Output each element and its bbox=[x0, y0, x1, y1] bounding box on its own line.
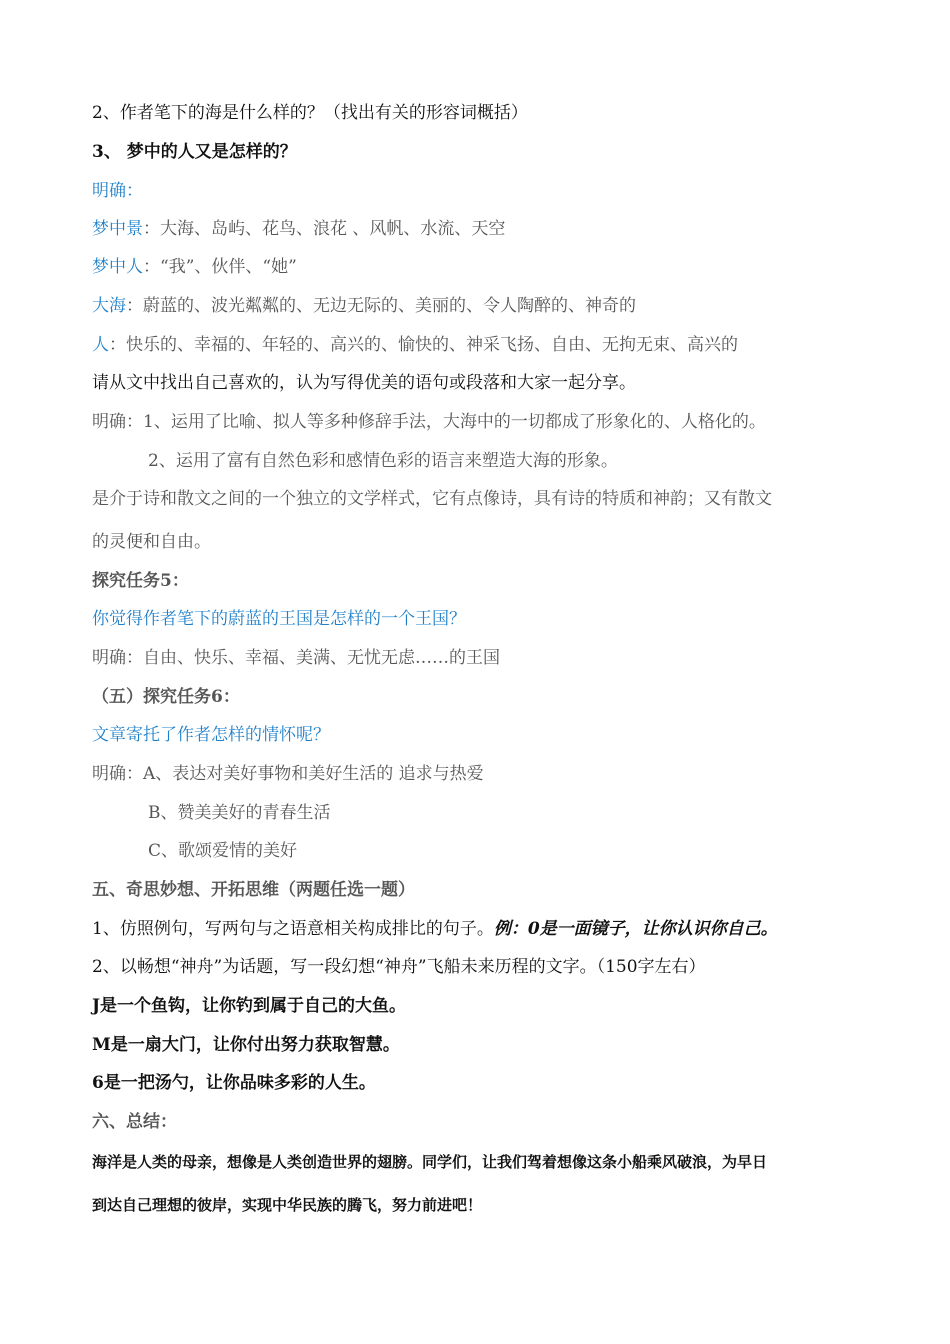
answer-j: J是一个鱼钩，让你钓到属于自己的大鱼。 bbox=[92, 996, 407, 1016]
dream-people-line bbox=[92, 255, 297, 279]
task-5-answer: 明确：自由、快乐、幸福、美满、无忧无虑……的王国 bbox=[92, 648, 500, 668]
task-6-heading: （五）探究任务6： bbox=[92, 687, 240, 707]
task-5-heading: 探究任务5： bbox=[92, 571, 189, 591]
answer-2: 2、运用了富有自然色彩和感情色彩的语言来塑造大海的形象。 bbox=[148, 451, 618, 471]
exercise-2: 2、以畅想“神舟”为话题，写一段幻想“神舟”飞船未来历程的文字。（150字左右） bbox=[92, 957, 706, 977]
task-6-question: 文章寄托了作者怎样的情怀呢？ bbox=[92, 725, 330, 745]
sea-line bbox=[92, 294, 636, 318]
prose-line-1: 是介于诗和散文之间的一个独立的文学样式，它有点像诗，具有诗的特质和神韵；又有散文 bbox=[92, 489, 772, 509]
share-task: 请从文中找出自己喜欢的，认为写得优美的语句或段落和大家一起分享。 bbox=[92, 373, 636, 393]
dream-people-text: ：“我”、伙伴、“她” bbox=[143, 257, 297, 277]
people-label: 人 bbox=[92, 335, 109, 355]
task-6-answer-b: B、赞美美好的青春生活 bbox=[148, 803, 331, 823]
answer-1: 明确：1、运用了比喻、拟人等多种修辞手法，大海中的一切都成了形象化的、人格化的。 bbox=[92, 412, 766, 432]
dream-scene-line bbox=[92, 217, 505, 241]
summary-line-2: 到达自己理想的彼岸，实现中华民族的腾飞，努力前进吧！ bbox=[92, 1196, 483, 1214]
answer-6: 6是一把汤勺，让你品味多彩的人生。 bbox=[92, 1073, 376, 1093]
prose-line-2: 的灵便和自由。 bbox=[92, 532, 211, 552]
people-text: ：快乐的、幸福的、年轻的、高兴的、愉快的、神采飞扬、自由、无拘无束、高兴的 bbox=[109, 335, 738, 355]
question-3: 3、 梦中的人又是怎样的？ bbox=[92, 142, 297, 162]
exercise-1 bbox=[92, 917, 778, 941]
mingque-heading: 明确： bbox=[92, 181, 143, 201]
section-6-heading: 六、总结： bbox=[92, 1112, 177, 1132]
task-6-answer-a: 明确：A、表达对美好事物和美好生活的 追求与热爱 bbox=[92, 764, 484, 784]
exercise-1-example: 例：0是一面镜子，让你认识你自己。 bbox=[493, 919, 778, 939]
task-5-question: 你觉得作者笔下的蔚蓝的王国是怎样的一个王国？ bbox=[92, 609, 466, 629]
summary-line-1: 海洋是人类的母亲，想像是人类创造世界的翅膀。同学们，让我们驾着想像这条小船乘风破浪，为早日 bbox=[92, 1153, 768, 1171]
question-2: 2、作者笔下的海是什么样的？（找出有关的形容词概括） bbox=[92, 103, 528, 123]
sea-text: ：蔚蓝的、波光粼粼的、无边无际的、美丽的、令人陶醉的、神奇的 bbox=[126, 296, 636, 316]
people-line bbox=[92, 333, 738, 357]
dream-people-label: 梦中人 bbox=[92, 257, 143, 277]
dream-scene-label: 梦中景 bbox=[92, 219, 143, 239]
exercise-1-text: 1、仿照例句，写两句与之语意相关构成排比的句子。 bbox=[92, 919, 494, 939]
answer-m: M是一扇大门，让你付出努力获取智慧。 bbox=[92, 1035, 400, 1055]
dream-scene-text: ：大海、岛屿、花鸟、浪花 、风帆、水流、天空 bbox=[143, 219, 506, 239]
section-5-heading: 五、奇思妙想、开拓思维（两题任选一题） bbox=[92, 880, 415, 900]
sea-label: 大海 bbox=[92, 296, 126, 316]
task-6-answer-c: C、歌颂爱情的美好 bbox=[148, 841, 298, 861]
